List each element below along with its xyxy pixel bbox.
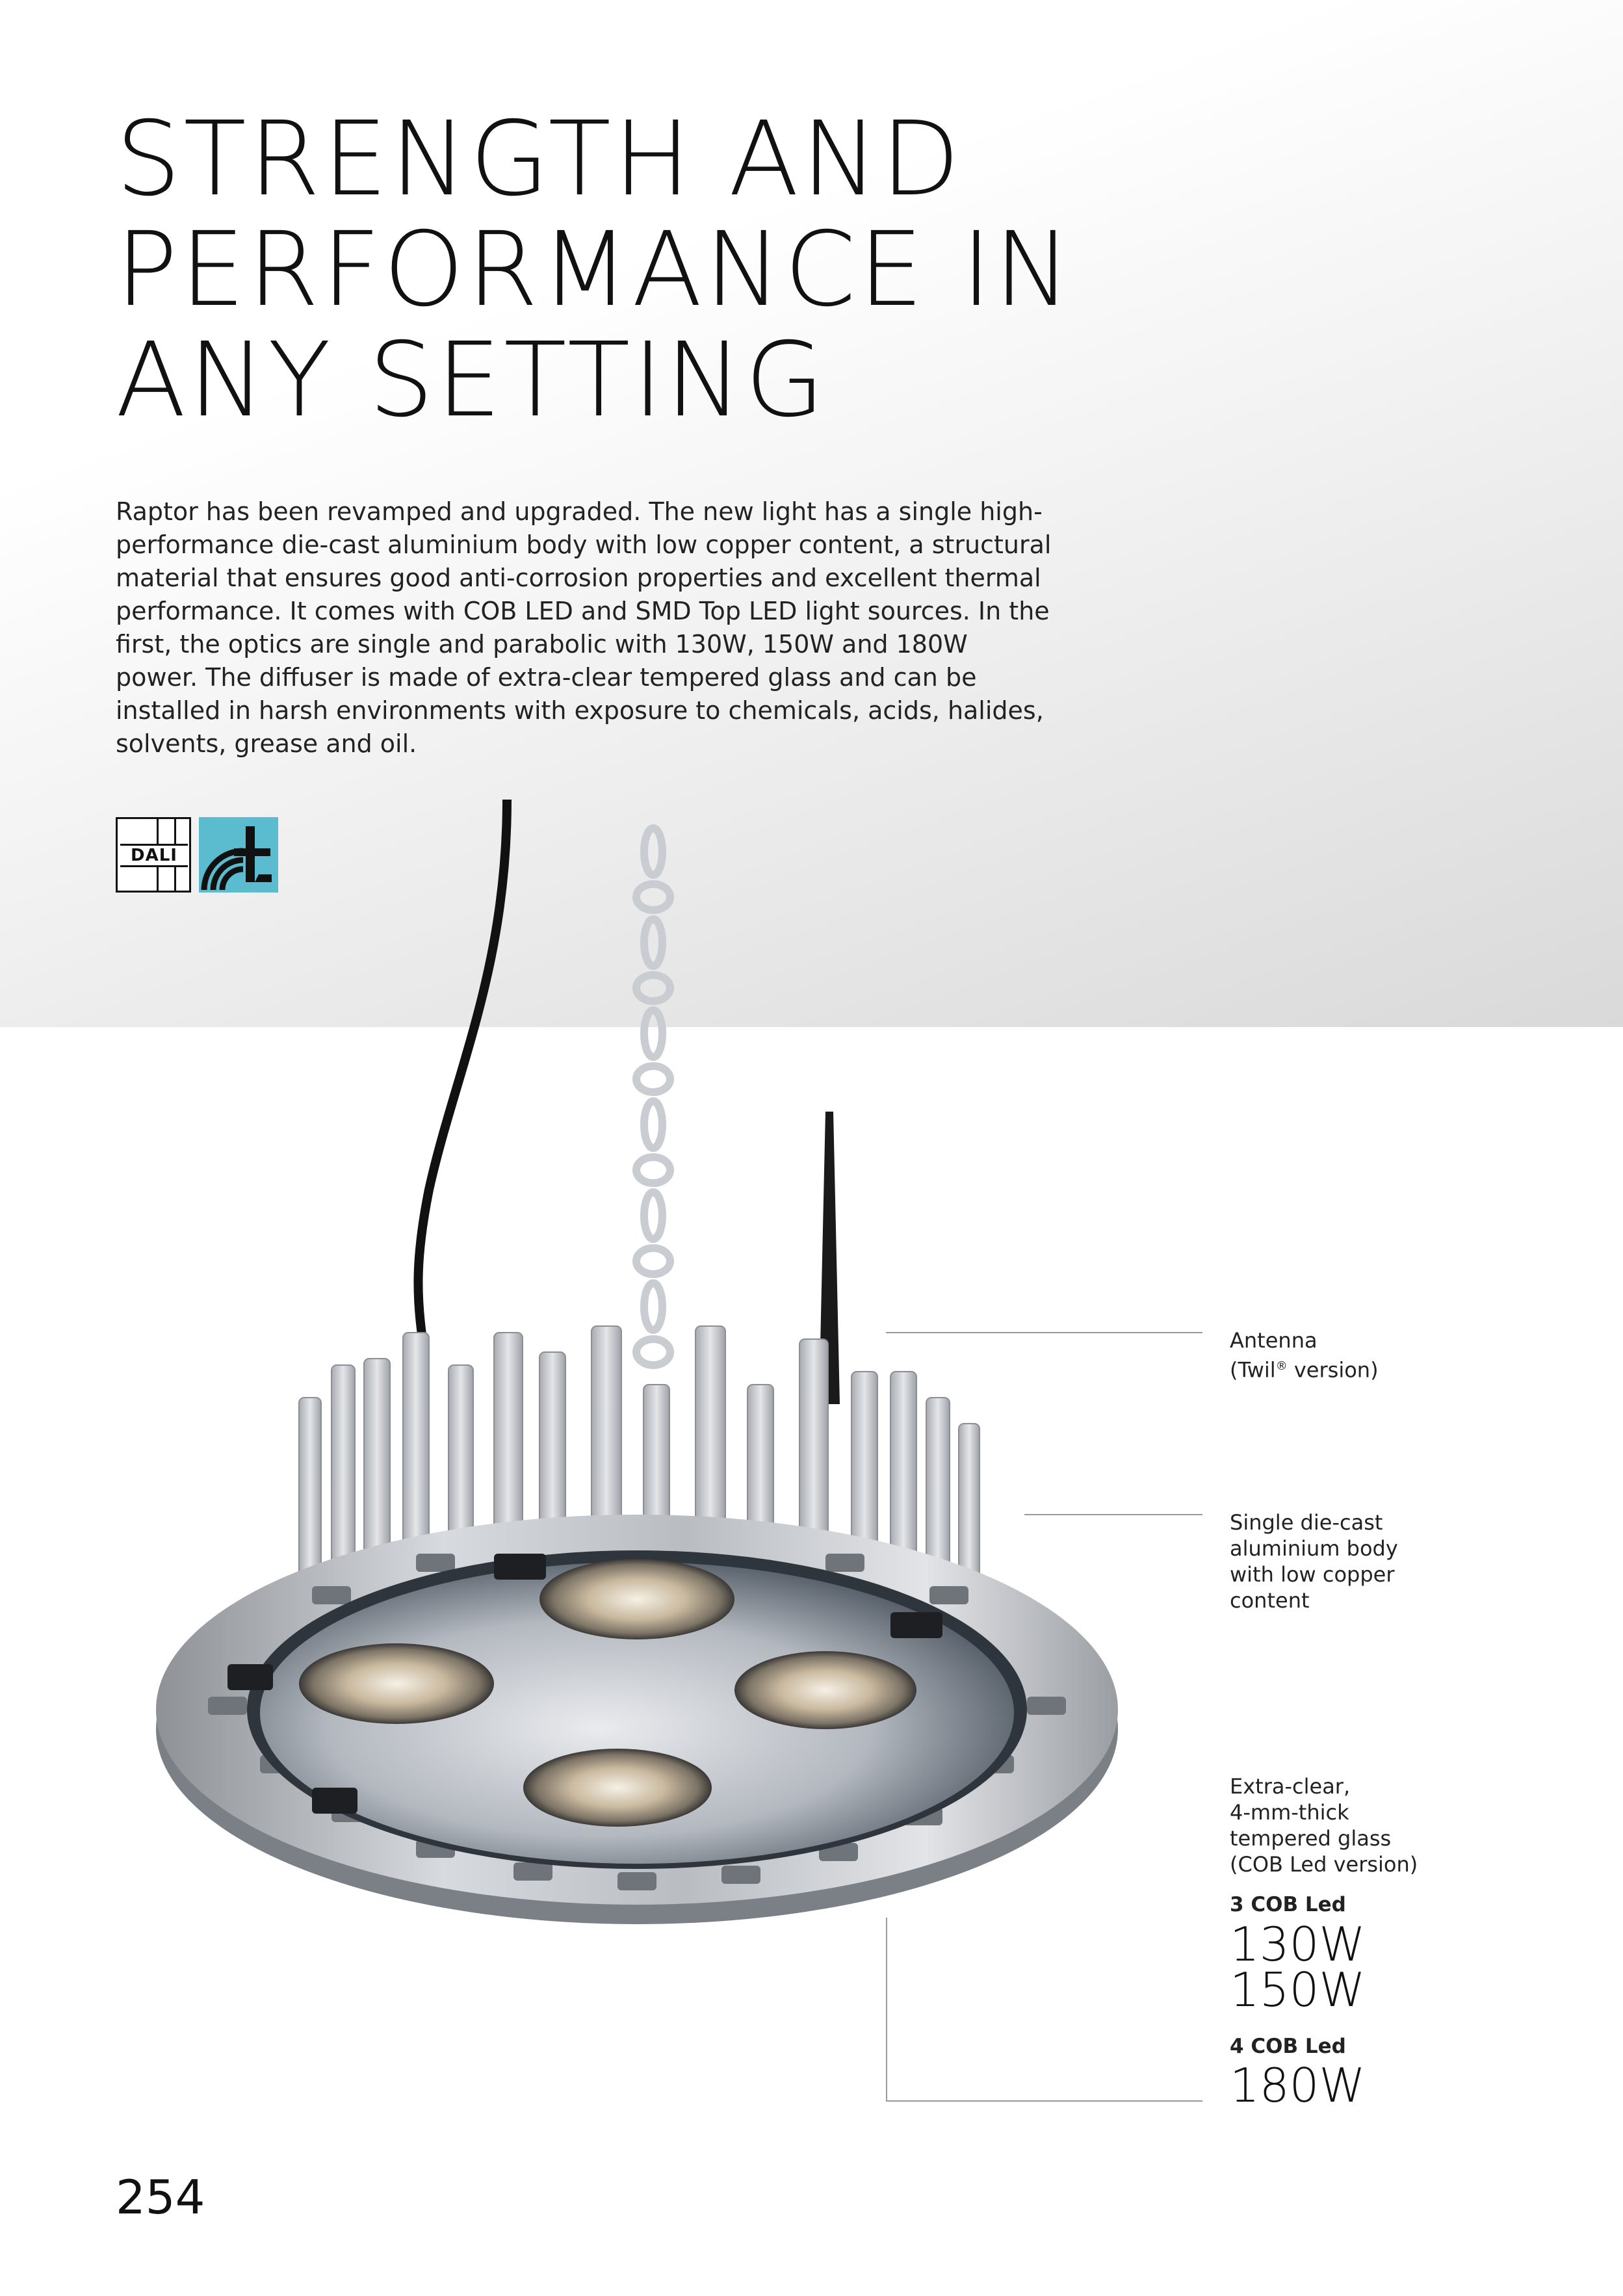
power-130w: 130W bbox=[1230, 1917, 1366, 1972]
cob-3-label: 3 COB Led bbox=[1230, 1893, 1346, 1916]
glass-callout bbox=[1230, 1773, 1418, 1877]
glass-callout-line-2: 4-mm-thick bbox=[1230, 1800, 1349, 1825]
body-callout bbox=[1230, 1509, 1398, 1613]
glass-leader-vertical bbox=[886, 1918, 887, 2101]
antenna-callout-line-2: (Twil® version) bbox=[1230, 1357, 1379, 1383]
headline-line-2: PERFORMANCE IN bbox=[116, 210, 1074, 330]
headline-line-1: STRENGTH AND bbox=[116, 99, 963, 219]
page-headline bbox=[116, 99, 1221, 440]
body-callout-line-1: Single die-cast bbox=[1230, 1510, 1383, 1535]
body-callout-line-4: content bbox=[1230, 1588, 1310, 1613]
intro-paragraph: Raptor has been revamped and upgraded. The new light has a single high-performance die-cast aluminium body with low copper content, a structural material that ensures good anti-corrosion properties and excellent thermal performance. It comes with COB LED and SMD Top LED light sources. In the first, the optics are single and parabolic with 130W, 150W and 180W power. The diffuser is made of extra-clear tempered glass and can be installed in harsh environments with exposure to chemicals, acids, halides, solvents, grease and oil. bbox=[116, 497, 1052, 758]
glass-callout-line-1: Extra-clear, bbox=[1230, 1774, 1351, 1799]
antenna-callout bbox=[1230, 1327, 1379, 1383]
cob-4-label: 4 COB Led bbox=[1230, 2035, 1346, 2058]
body-callout-line-3: with low copper bbox=[1230, 1562, 1395, 1587]
antenna-callout-line-1: Antenna bbox=[1230, 1328, 1318, 1353]
power-150w: 150W bbox=[1230, 1963, 1366, 2017]
raptor-lamp-product-image bbox=[143, 800, 1131, 2009]
glass-leader-line bbox=[886, 2100, 1202, 2102]
power-180w: 180W bbox=[1230, 2058, 1366, 2113]
glass-callout-line-4: (COB Led version) bbox=[1230, 1852, 1418, 1877]
body-leader-line bbox=[1024, 1514, 1202, 1515]
headline-line-3: ANY SETTING bbox=[116, 320, 827, 440]
glass-callout-line-3: tempered glass bbox=[1230, 1826, 1392, 1851]
body-callout-line-2: aluminium body bbox=[1230, 1536, 1398, 1561]
page-number: 254 bbox=[116, 2170, 205, 2224]
antenna-leader-line bbox=[886, 1332, 1202, 1333]
dali-logo-text: DALI bbox=[120, 844, 188, 867]
